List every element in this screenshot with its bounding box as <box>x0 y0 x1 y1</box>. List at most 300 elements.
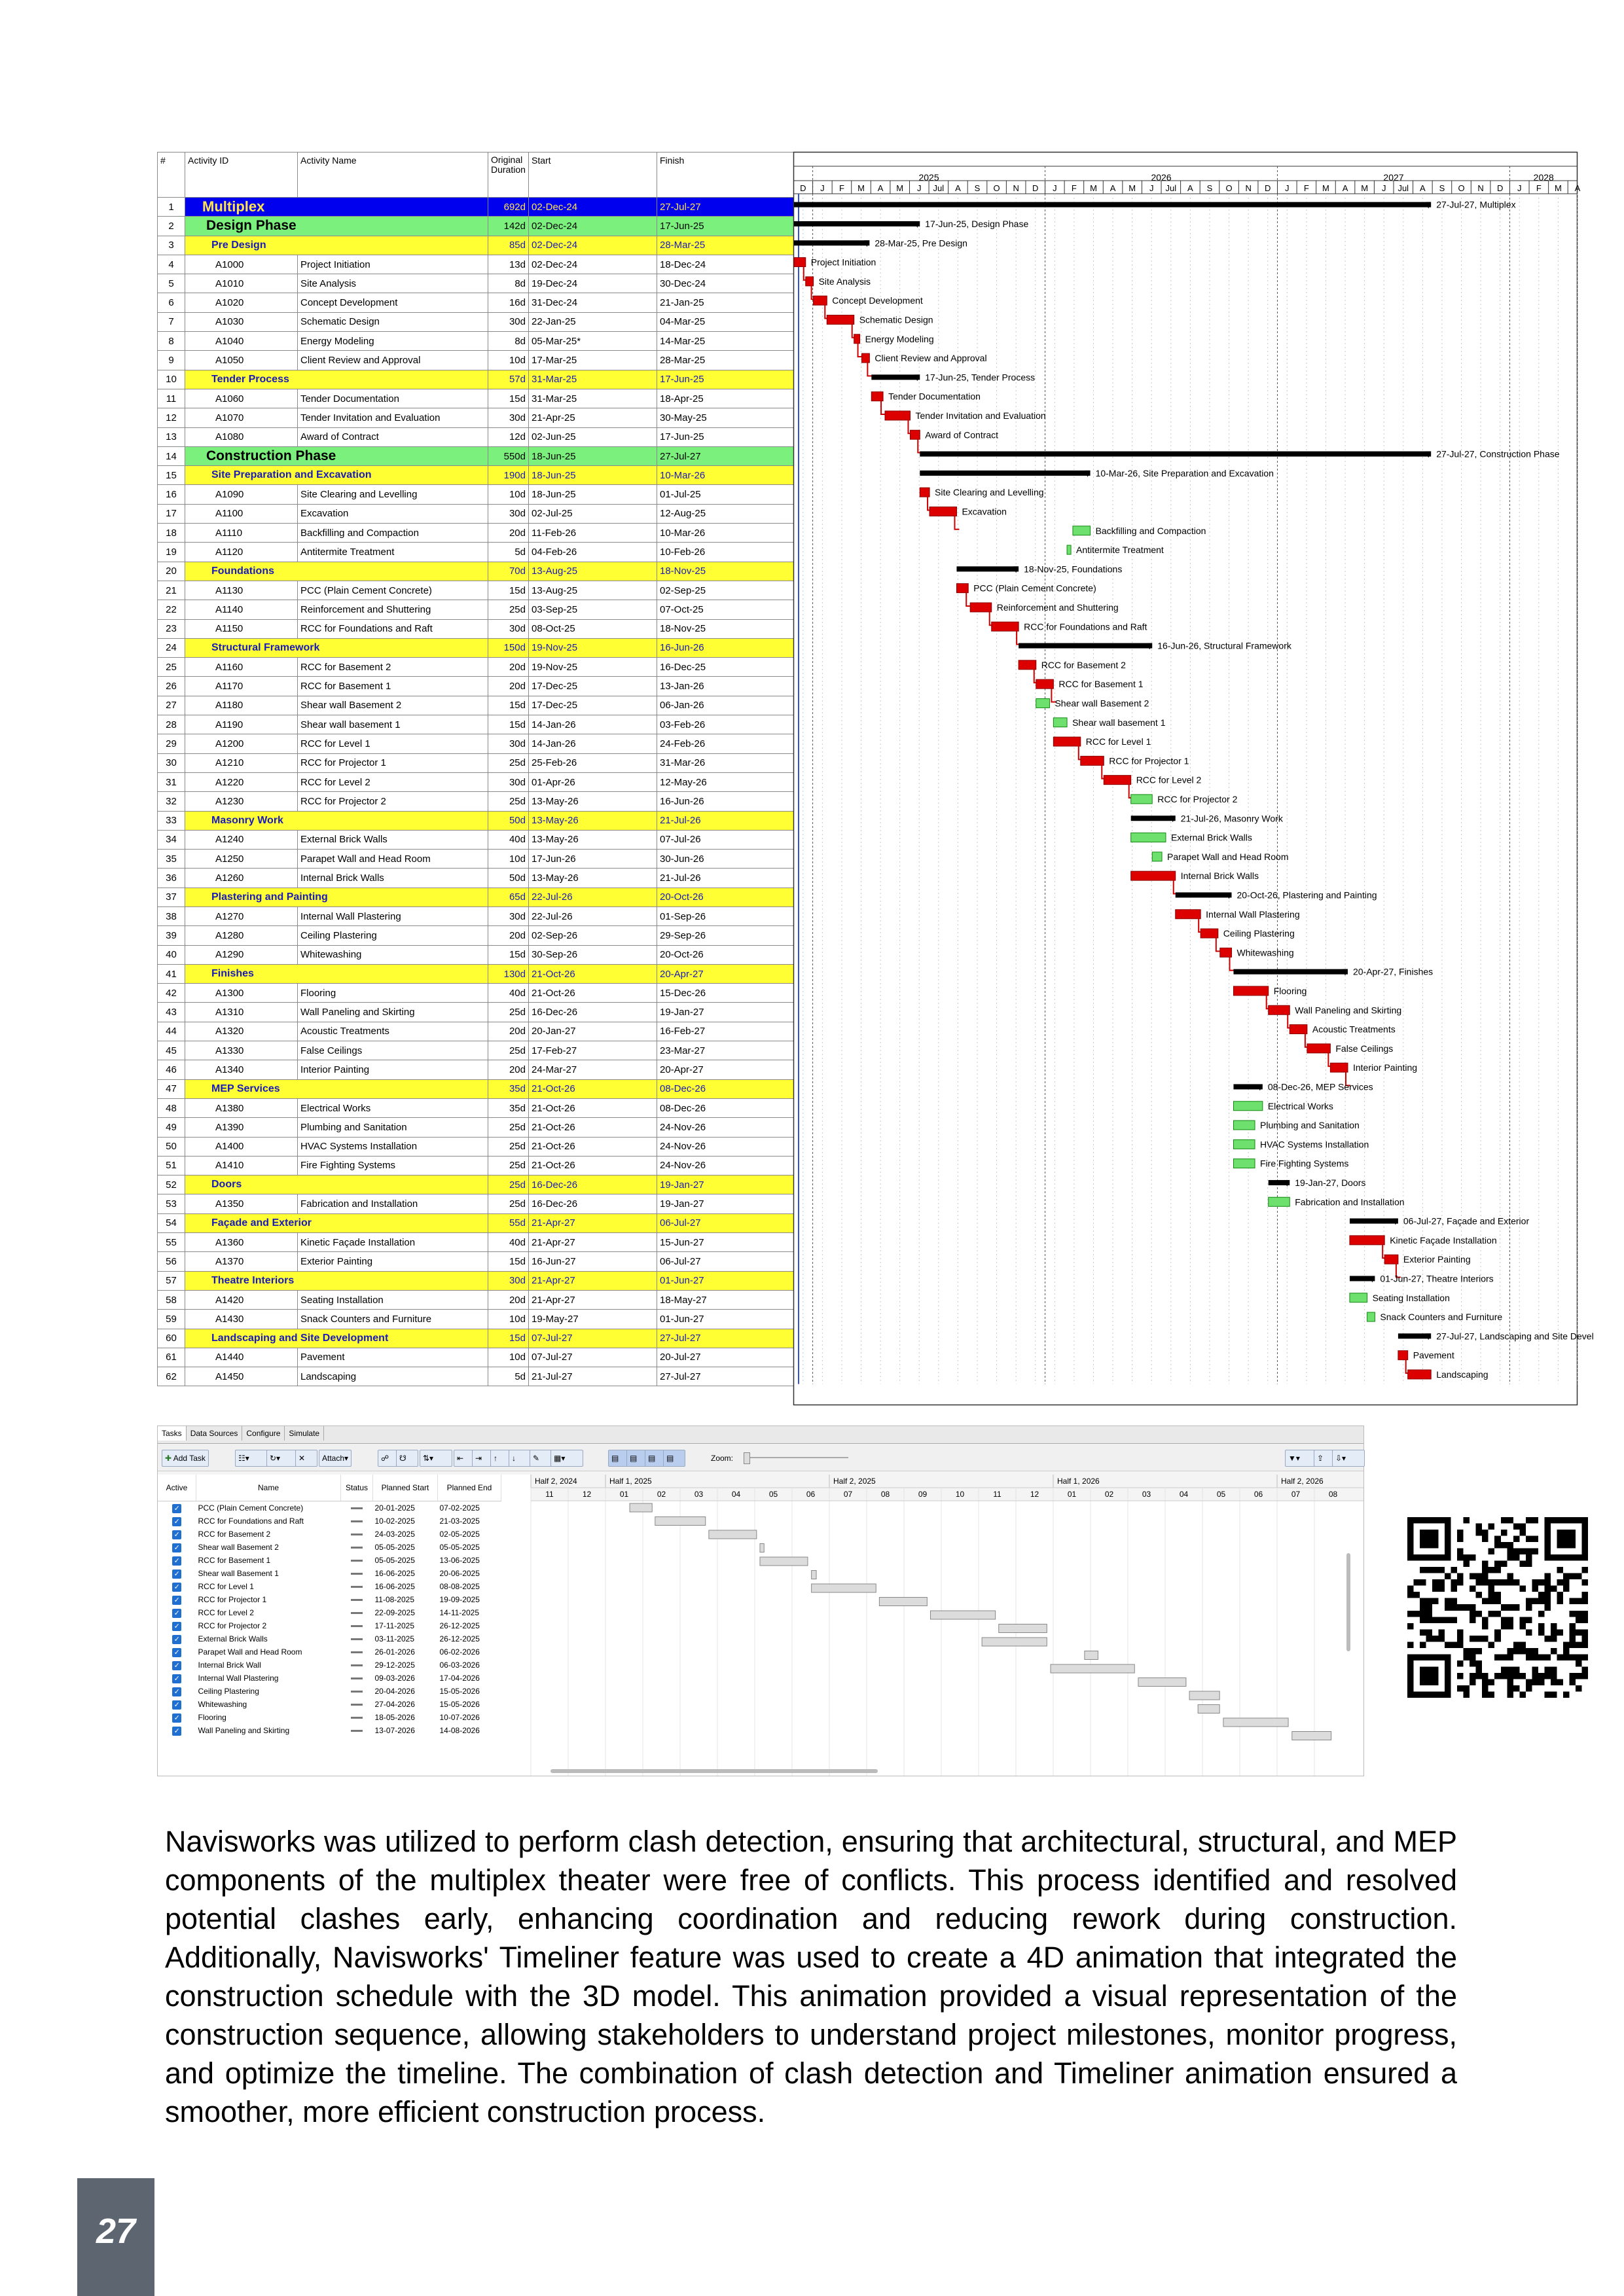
active-checkbox[interactable] <box>158 1672 196 1685</box>
planned-end: 15-05-2026 <box>439 1700 480 1709</box>
qr-module <box>1576 1573 1582 1580</box>
table-row[interactable] <box>158 1137 794 1156</box>
cell-finish: 16-Dec-25 <box>657 658 794 677</box>
cell-num: 13 <box>158 427 185 446</box>
cell-finish: 28-Mar-25 <box>657 351 794 370</box>
task-row[interactable] <box>158 1724 501 1737</box>
month-label: F <box>1071 183 1077 193</box>
qr-module <box>1513 1641 1520 1648</box>
table-row[interactable] <box>158 408 794 427</box>
activity-bar <box>1081 756 1104 765</box>
month-label: O <box>1225 183 1233 193</box>
bar-label: Landscaping <box>1436 1369 1489 1380</box>
task-row[interactable] <box>158 1659 501 1672</box>
cell-dur: 25d <box>488 1137 529 1156</box>
table-row[interactable] <box>158 619 794 638</box>
table-row[interactable] <box>158 772 794 791</box>
task-row[interactable] <box>158 1580 501 1593</box>
active-checkbox[interactable] <box>158 1606 196 1619</box>
table-row[interactable] <box>158 926 794 945</box>
qr-module <box>1451 1579 1458 1586</box>
table-row[interactable] <box>158 1079 794 1098</box>
table-row[interactable] <box>158 1098 794 1117</box>
active-checkbox[interactable] <box>158 1711 196 1724</box>
col-start[interactable]: Start <box>529 152 657 198</box>
qr-module <box>1557 1579 1563 1586</box>
task-row[interactable] <box>158 1593 501 1606</box>
tab-tasks[interactable]: Tasks <box>158 1426 187 1441</box>
cell-dur: 25d <box>488 1194 529 1213</box>
cell-start: 31-Mar-25 <box>529 370 657 389</box>
table-row[interactable] <box>158 696 794 715</box>
month-label: 04 <box>1179 1490 1189 1499</box>
table-row[interactable] <box>158 1290 794 1309</box>
cell-id: A1200 <box>185 734 298 753</box>
tab-simulate[interactable]: Simulate <box>285 1426 324 1441</box>
cell-nm: PCC (Plain Cement Concrete) <box>298 581 488 600</box>
planned-end: 14-11-2025 <box>439 1608 479 1617</box>
table-row[interactable] <box>158 869 794 888</box>
month-label: A <box>955 183 961 193</box>
cell-nm: Whitewashing <box>298 945 488 964</box>
outdent-icon[interactable]: ⇤ <box>454 1450 476 1467</box>
activity-bar <box>885 411 910 420</box>
table-row[interactable] <box>158 850 794 869</box>
qr-module <box>1494 1598 1501 1605</box>
table-row[interactable] <box>158 638 794 657</box>
activity-bar <box>1053 737 1080 746</box>
status-icon <box>341 1515 373 1528</box>
qr-module <box>1581 1617 1588 1623</box>
activity-bar <box>1131 871 1176 880</box>
sync-icon[interactable]: ↻▾ <box>266 1450 299 1467</box>
qr-module <box>1526 1549 1532 1555</box>
table-row[interactable] <box>158 562 794 581</box>
col-num[interactable]: # <box>158 152 185 198</box>
sort-icon[interactable]: ⇅▾ <box>420 1450 452 1467</box>
qr-module <box>1457 1641 1464 1648</box>
task-name: RCC for Basement 2 <box>198 1530 271 1539</box>
table-row[interactable] <box>158 1329 794 1348</box>
table-row[interactable] <box>158 1310 794 1329</box>
filter-icon[interactable]: ▼▾ <box>1285 1450 1318 1467</box>
table-row[interactable] <box>158 792 794 811</box>
table-row[interactable] <box>158 1175 794 1194</box>
qr-module <box>1538 1679 1545 1685</box>
table-row[interactable] <box>158 1060 794 1079</box>
qr-module <box>1557 1598 1563 1605</box>
month-label: 10 <box>955 1490 965 1499</box>
task-row[interactable] <box>158 1541 501 1554</box>
qr-module <box>1507 1654 1513 1660</box>
bar-label: Shear wall basement 1 <box>1072 717 1166 728</box>
cell-num: 28 <box>158 715 185 734</box>
status-icon <box>341 1606 373 1619</box>
qr-module <box>1494 1561 1501 1568</box>
columns-icon[interactable]: ▦▾ <box>550 1450 583 1467</box>
qr-module <box>1464 1604 1470 1611</box>
qr-module <box>1426 1636 1433 1642</box>
table-row[interactable] <box>158 274 794 293</box>
cell-num: 14 <box>158 446 185 465</box>
cell-num: 52 <box>158 1175 185 1194</box>
table-row[interactable] <box>158 255 794 274</box>
task-bar <box>1051 1664 1134 1673</box>
gantt-chart <box>793 152 1594 1405</box>
table-row[interactable] <box>158 734 794 753</box>
cell-start: 16-Dec-26 <box>529 1003 657 1022</box>
cell-start: 25-Feb-26 <box>529 753 657 772</box>
cell-dur: 40d <box>488 830 529 849</box>
cell-dur: 20d <box>488 1022 529 1041</box>
attach-button[interactable]: Attach▾ <box>319 1450 352 1467</box>
col-status[interactable]: Status <box>341 1475 373 1501</box>
col-active[interactable]: Active <box>158 1475 196 1501</box>
table-row[interactable] <box>158 677 794 696</box>
add-task-button[interactable] <box>162 1450 209 1467</box>
cell-dur: 12d <box>488 427 529 446</box>
summary-bar <box>794 240 869 245</box>
qr-module <box>1569 1641 1576 1648</box>
table-row[interactable] <box>158 658 794 677</box>
qr-module <box>1581 1641 1588 1648</box>
task-row[interactable] <box>158 1645 501 1659</box>
task-name: Internal Wall Plastering <box>198 1674 279 1683</box>
table-row[interactable] <box>158 370 794 389</box>
table-row[interactable] <box>158 1348 794 1367</box>
qr-module <box>1507 1679 1513 1685</box>
indent-icon[interactable]: ⇥ <box>472 1450 494 1467</box>
auto-add-icon[interactable]: ☷▾ <box>235 1450 268 1467</box>
bar-label: RCC for Level 2 <box>1136 774 1202 785</box>
bar-label: Energy Modeling <box>865 333 934 344</box>
col-planned-start[interactable]: Planned Start <box>373 1475 438 1501</box>
qr-module <box>1557 1592 1563 1598</box>
table-row[interactable] <box>158 332 794 351</box>
table-row[interactable] <box>158 811 794 830</box>
cell-num: 22 <box>158 600 185 619</box>
table-row[interactable] <box>158 753 794 772</box>
cell-num: 58 <box>158 1290 185 1309</box>
table-row[interactable] <box>158 446 794 465</box>
task-row[interactable] <box>158 1606 501 1619</box>
table-row[interactable] <box>158 906 794 925</box>
task-row[interactable] <box>158 1685 501 1698</box>
activity-bar <box>1233 1159 1255 1168</box>
cell-num: 45 <box>158 1041 185 1060</box>
qr-module <box>1420 1604 1426 1611</box>
active-checkbox[interactable] <box>158 1659 196 1672</box>
cell-id: Theatre Interiors <box>185 1271 488 1290</box>
col-activity-name[interactable]: Activity Name <box>298 152 488 198</box>
table-row[interactable] <box>158 1271 794 1290</box>
qr-module <box>1494 1636 1501 1642</box>
cell-start: 03-Sep-25 <box>529 600 657 619</box>
qr-module <box>1563 1691 1570 1698</box>
cell-id: A1210 <box>185 753 298 772</box>
cell-dur: 692d <box>488 198 529 217</box>
activity-bar <box>1350 1293 1367 1302</box>
table-row[interactable] <box>158 504 794 523</box>
timeliner-grid <box>158 1475 1363 1776</box>
cell-num: 2 <box>158 217 185 236</box>
qr-module <box>1470 1648 1476 1655</box>
import-icon[interactable]: ⇩▾ <box>1332 1450 1365 1467</box>
active-checkbox[interactable] <box>158 1501 196 1515</box>
task-row[interactable] <box>158 1672 501 1685</box>
cell-finish: 27-Jul-27 <box>657 1367 794 1386</box>
qr-finder <box>1407 1517 1414 1561</box>
qr-module <box>1439 1567 1445 1573</box>
table-row[interactable] <box>158 543 794 562</box>
active-checkbox[interactable] <box>158 1632 196 1645</box>
qr-module <box>1476 1611 1483 1617</box>
task-row[interactable] <box>158 1515 501 1528</box>
cell-start: 24-Mar-27 <box>529 1060 657 1079</box>
table-row[interactable] <box>158 581 794 600</box>
qr-module <box>1470 1679 1476 1685</box>
month-label: J <box>820 183 825 193</box>
task-row[interactable] <box>158 1711 501 1724</box>
active-checkbox[interactable] <box>158 1619 196 1632</box>
check-icon: ✓ <box>172 1635 181 1644</box>
table-row[interactable] <box>158 427 794 446</box>
activity-bar <box>1073 526 1091 535</box>
task-bar <box>999 1624 1047 1633</box>
view-both-icon[interactable]: ▤ <box>663 1450 685 1467</box>
qr-code-icon <box>1407 1517 1588 1698</box>
cell-start: 21-Jul-27 <box>529 1367 657 1386</box>
cell-dur: 25d <box>488 1156 529 1175</box>
task-name: Parapet Wall and Head Room <box>198 1647 302 1657</box>
activity-bar <box>1200 929 1218 938</box>
view-gantt-icon[interactable]: ▤ <box>608 1450 630 1467</box>
cell-dur: 30d <box>488 1271 529 1290</box>
vertical-scrollbar[interactable] <box>1346 1553 1350 1651</box>
table-row[interactable] <box>158 389 794 408</box>
qr-module <box>1513 1524 1520 1530</box>
cell-finish: 06-Jul-27 <box>657 1252 794 1271</box>
table-row[interactable] <box>158 1194 794 1213</box>
cell-start: 02-Dec-24 <box>529 236 657 255</box>
qr-module <box>1439 1629 1445 1636</box>
table-row[interactable] <box>158 1156 794 1175</box>
cell-id: A1090 <box>185 485 298 504</box>
activity-bar <box>1233 1102 1262 1111</box>
table-row[interactable] <box>158 293 794 312</box>
tab-data-sources[interactable]: Data Sources <box>187 1426 243 1441</box>
bar-label: 20-Oct-26, Plastering and Painting <box>1236 889 1377 901</box>
qr-module <box>1526 1517 1532 1524</box>
table-row[interactable] <box>158 1213 794 1232</box>
qr-module <box>1482 1598 1489 1605</box>
active-checkbox[interactable] <box>158 1567 196 1580</box>
cell-finish: 20-Oct-26 <box>657 945 794 964</box>
cell-start: 17-Dec-25 <box>529 677 657 696</box>
qr-module <box>1526 1536 1532 1543</box>
cell-start: 18-Jun-25 <box>529 466 657 485</box>
status-icon <box>341 1619 373 1632</box>
status-icon <box>341 1672 373 1685</box>
table-row[interactable] <box>158 1118 794 1137</box>
qr-module <box>1457 1573 1464 1580</box>
delete-icon[interactable]: ✕ <box>295 1450 317 1467</box>
active-checkbox[interactable] <box>158 1515 196 1528</box>
cell-dur: 30d <box>488 408 529 427</box>
qr-module <box>1494 1542 1501 1549</box>
cell-start: 21-Apr-27 <box>529 1233 657 1252</box>
table-row[interactable] <box>158 312 794 331</box>
col-duration[interactable]: Original Duration <box>488 152 529 198</box>
summary-bar <box>794 221 920 226</box>
task-row[interactable] <box>158 1632 501 1645</box>
cell-start: 02-Jun-25 <box>529 427 657 446</box>
table-row[interactable] <box>158 830 794 849</box>
col-finish[interactable]: Finish <box>657 152 794 198</box>
table-row[interactable] <box>158 351 794 370</box>
cell-finish: 30-Jun-26 <box>657 850 794 869</box>
cell-start: 02-Jul-25 <box>529 504 657 523</box>
table-row[interactable] <box>158 198 794 217</box>
qr-module <box>1432 1598 1439 1605</box>
table-row[interactable] <box>158 600 794 619</box>
cell-start: 05-Mar-25* <box>529 332 657 351</box>
cell-nm: Plumbing and Sanitation <box>298 1118 488 1137</box>
cell-dur: 70d <box>488 562 529 581</box>
qr-module <box>1476 1573 1483 1580</box>
cell-nm: False Ceilings <box>298 1041 488 1060</box>
table-row[interactable] <box>158 715 794 734</box>
horizontal-scrollbar[interactable] <box>550 1769 878 1773</box>
col-activity-id[interactable]: Activity ID <box>185 152 298 198</box>
table-row[interactable] <box>158 466 794 485</box>
table-row[interactable] <box>158 984 794 1003</box>
qr-module <box>1538 1654 1545 1660</box>
active-checkbox[interactable] <box>158 1593 196 1606</box>
active-checkbox[interactable] <box>158 1724 196 1737</box>
summary-bar <box>920 452 1431 457</box>
cell-dur: 55d <box>488 1213 529 1232</box>
table-row[interactable] <box>158 1233 794 1252</box>
planned-start: 16-06-2025 <box>374 1582 415 1591</box>
cell-num: 54 <box>158 1213 185 1232</box>
planned-start: 18-05-2026 <box>374 1713 415 1722</box>
table-row[interactable] <box>158 236 794 255</box>
active-checkbox[interactable] <box>158 1541 196 1554</box>
active-checkbox[interactable] <box>158 1645 196 1659</box>
cell-id: Façade and Exterior <box>185 1213 488 1232</box>
move-up-icon[interactable]: ↑ <box>490 1450 513 1467</box>
cell-num: 18 <box>158 524 185 543</box>
activity-bar <box>854 334 860 344</box>
table-row[interactable] <box>158 945 794 964</box>
zoom-slider[interactable] <box>744 1457 848 1458</box>
task-row[interactable] <box>158 1501 501 1515</box>
move-down-icon[interactable]: ↓ <box>509 1450 531 1467</box>
planned-end: 21-03-2025 <box>439 1516 480 1526</box>
table-row[interactable] <box>158 524 794 543</box>
cell-start: 22-Jan-25 <box>529 312 657 331</box>
table-row[interactable] <box>158 217 794 236</box>
status-icon <box>341 1645 373 1659</box>
qr-module <box>1557 1567 1563 1573</box>
table-row[interactable] <box>158 1041 794 1060</box>
view-actual-icon[interactable]: ▤ <box>645 1450 667 1467</box>
qr-module <box>1432 1579 1439 1586</box>
bar-label: Shear wall Basement 2 <box>1055 698 1149 709</box>
table-row[interactable] <box>158 1022 794 1041</box>
cell-nm: Reinforcement and Shuttering <box>298 600 488 619</box>
qr-module <box>1513 1579 1520 1586</box>
qr-module <box>1476 1660 1483 1667</box>
unlink-icon[interactable]: ☋ <box>396 1450 418 1467</box>
month-label: J <box>1053 183 1057 193</box>
month-label: Jul <box>933 183 945 193</box>
qr-module <box>1544 1598 1551 1605</box>
cell-id: Masonry Work <box>185 811 488 830</box>
zoom-slider-handle[interactable] <box>744 1452 750 1464</box>
table-row[interactable] <box>158 485 794 504</box>
tab-configure[interactable]: Configure <box>242 1426 285 1441</box>
comment-icon[interactable]: ✎ <box>530 1450 552 1467</box>
task-row[interactable] <box>158 1554 501 1567</box>
col-planned-end[interactable]: Planned End <box>438 1475 501 1501</box>
view-planned-icon[interactable]: ▤ <box>626 1450 649 1467</box>
qr-module <box>1451 1604 1458 1611</box>
task-row[interactable] <box>158 1619 501 1632</box>
qr-module <box>1526 1629 1532 1636</box>
month-label: A <box>1342 183 1348 193</box>
col-name[interactable]: Name <box>196 1475 341 1501</box>
table-row[interactable] <box>158 1367 794 1386</box>
task-row[interactable] <box>158 1698 501 1711</box>
cell-id: A1010 <box>185 274 298 293</box>
cell-dur: 8d <box>488 332 529 351</box>
cell-nm: RCC for Foundations and Raft <box>298 619 488 638</box>
qr-module <box>1407 1623 1414 1630</box>
link-icon[interactable]: ☍ <box>378 1450 400 1467</box>
qr-module <box>1563 1579 1570 1586</box>
active-checkbox[interactable] <box>158 1554 196 1567</box>
cell-nm: Snack Counters and Furniture <box>298 1310 488 1329</box>
active-checkbox[interactable] <box>158 1698 196 1711</box>
month-label: D <box>1496 183 1504 193</box>
active-checkbox[interactable] <box>158 1580 196 1593</box>
table-row[interactable] <box>158 964 794 983</box>
bar-label: Award of Contract <box>925 429 999 440</box>
table-row[interactable] <box>158 888 794 906</box>
active-checkbox[interactable] <box>158 1685 196 1698</box>
table-row[interactable] <box>158 1252 794 1271</box>
qr-module <box>1489 1641 1495 1648</box>
check-icon: ✓ <box>172 1727 181 1736</box>
qr-module <box>1532 1648 1538 1655</box>
task-row[interactable] <box>158 1528 501 1541</box>
qr-module <box>1544 1592 1551 1598</box>
active-checkbox[interactable] <box>158 1528 196 1541</box>
planned-start: 09-03-2026 <box>374 1674 415 1683</box>
qr-module <box>1470 1554 1476 1561</box>
task-row[interactable] <box>158 1567 501 1580</box>
cell-start: 11-Feb-26 <box>529 524 657 543</box>
export-icon[interactable]: ⇪ <box>1314 1450 1336 1467</box>
cell-id: Construction Phase <box>185 446 488 465</box>
month-label: M <box>1090 183 1097 193</box>
bar-label: Site Analysis <box>818 276 871 287</box>
qr-module <box>1544 1573 1551 1580</box>
qr-module <box>1557 1679 1563 1685</box>
table-row[interactable] <box>158 1003 794 1022</box>
